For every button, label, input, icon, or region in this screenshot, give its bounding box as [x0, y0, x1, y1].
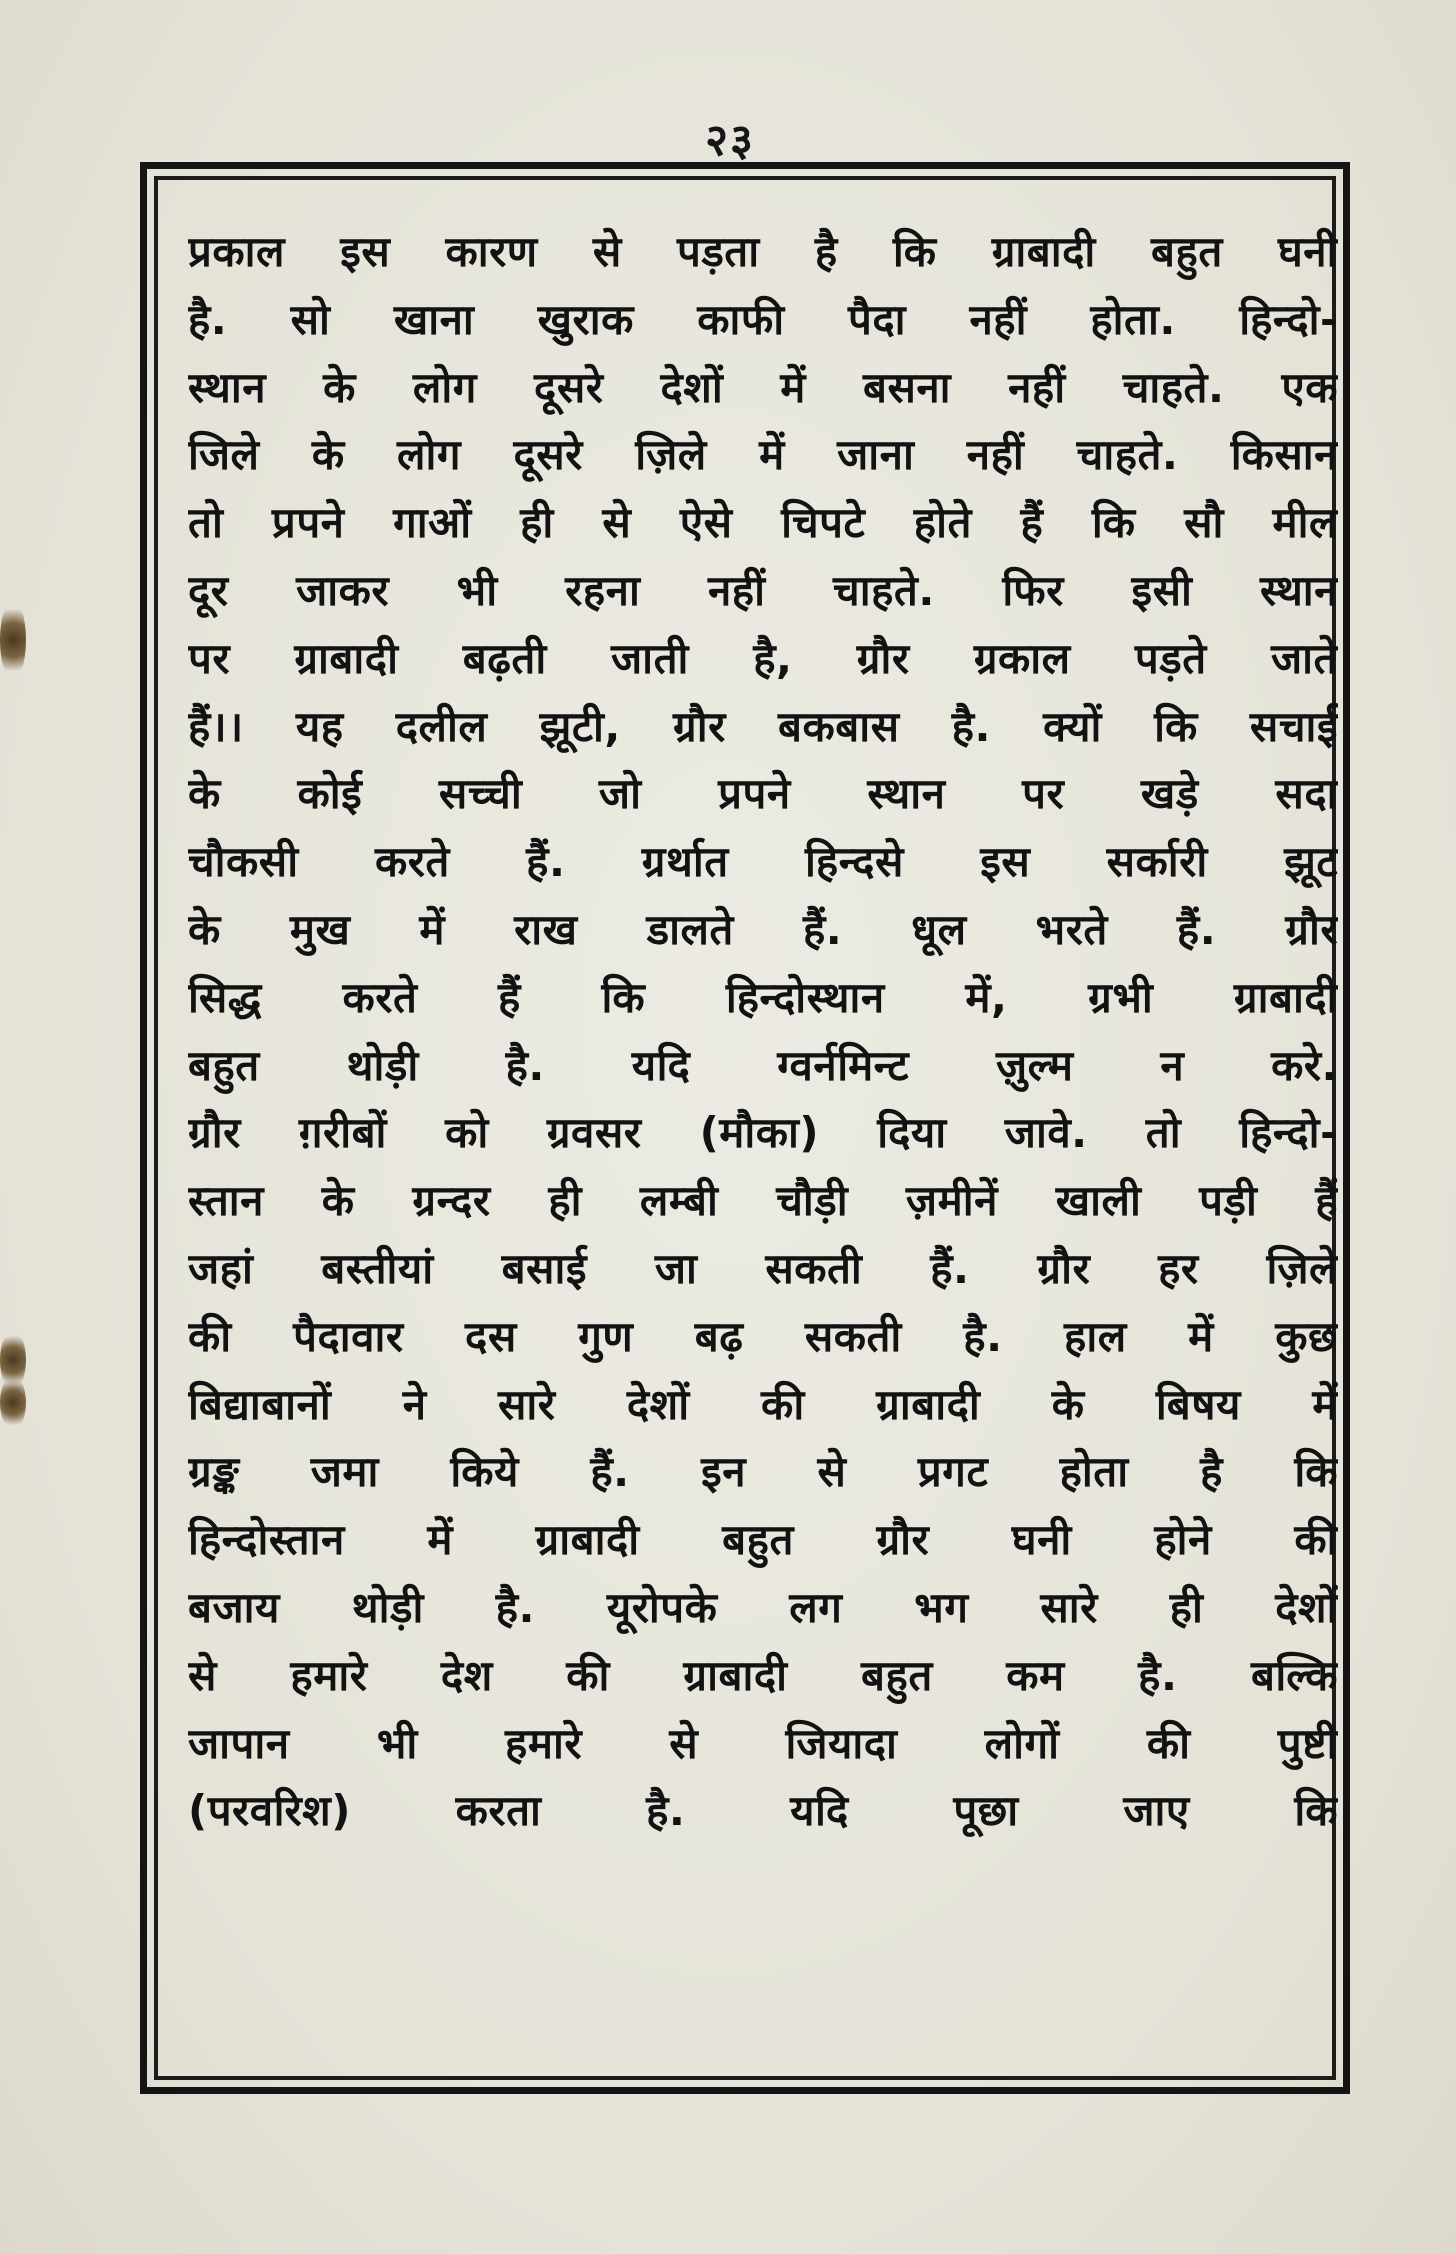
text-line-2: है. सो खाना खुराक काफी पैदा नहीं होता. हिन्दो-: [188, 294, 1338, 344]
text-line-8: हैं।। यह दलील झूटी, ग्रौर बकबास है. क्यों कि सचाई: [188, 701, 1338, 751]
text-line-5: तो प्रपने गाओं ही से ऐसे चिपटे होते हैं कि सौ मील: [188, 498, 1338, 548]
text-line-11: के मुख में राख डालते हैं. धूल भरते हैं. ग्रौर: [188, 904, 1338, 954]
text-line-20: हिन्दोस्तान में ग्राबादी बहुत ग्रौर घनी होने की: [188, 1515, 1338, 1565]
text-line-15: स्तान के ग्रन्दर ही लम्बी चौड़ी ज़मीनें खाली पड़ी हैं: [188, 1176, 1338, 1226]
text-line-1: प्रकाल इस कारण से पड़ता है कि ग्राबादी बहुत घनी: [188, 227, 1338, 276]
binding-stain-upper: [0, 600, 26, 680]
text-line-16: जहां बस्तीयां बसाई जा सकती हैं. ग्रौर हर ज़िले: [188, 1243, 1338, 1293]
text-line-10: चौकसी करते हैं. ग्रर्थात हिन्दसे इस सर्कारी झूट: [188, 837, 1338, 887]
page-number: २३: [705, 115, 755, 166]
text-line-9: के कोई सच्ची जो प्रपने स्थान पर खड़े सदा: [188, 769, 1338, 819]
text-line-19: ग्रङ्क जमा किये हैं. इन से प्रगट होता है कि: [188, 1447, 1338, 1497]
text-line-22: से हमारे देश की ग्राबादी बहुत कम है. बल्कि: [188, 1650, 1338, 1700]
text-line-12: सिद्ध करते हैं कि हिन्दोस्थान में, ग्रभी ग्राबादी: [188, 972, 1338, 1022]
text-line-7: पर ग्राबादी बढ़ती जाती है, ग्रौर ग्रकाल पड़ते जाते: [188, 633, 1338, 683]
text-line-3: स्थान के लोग दूसरे देशों में बसना नहीं चाहते. एक: [188, 362, 1338, 412]
text-line-13: बहुत थोड़ी है. यदि ग्वर्नमिन्ट ज़ुल्म न करे.: [188, 1040, 1338, 1090]
text-line-21: बजाय थोड़ी है. यूरोपके लग भग सारे ही देशों: [188, 1582, 1338, 1632]
text-line-18: बिद्याबानों ने सारे देशों की ग्राबादी के बिषय में: [188, 1379, 1338, 1429]
text-line-23: जापान भी हमारे से जियादा लोगों की पुष्टी: [188, 1718, 1338, 1768]
text-line-24: (परवरिश) करता है. यदि पूछा जाए कि: [188, 1786, 1338, 1836]
text-line-17: की पैदावार दस गुण बढ़ सकती है. हाल में कुछ: [188, 1311, 1338, 1361]
text-line-14: ग्रौर ग़रीबों को ग्रवसर (मौका) दिया जावे. तो हिन्दो-: [188, 1108, 1338, 1158]
text-line-6: दूर जाकर भी रहना नहीं चाहते. फिर इसी स्थान: [188, 565, 1338, 615]
text-line-4: जिले के लोग दूसरे ज़िले में जाना नहीं चाहते. किसान: [188, 430, 1338, 480]
handwritten-text-block: [188, 218, 1338, 2068]
binding-stain-lower: [0, 1375, 26, 1430]
